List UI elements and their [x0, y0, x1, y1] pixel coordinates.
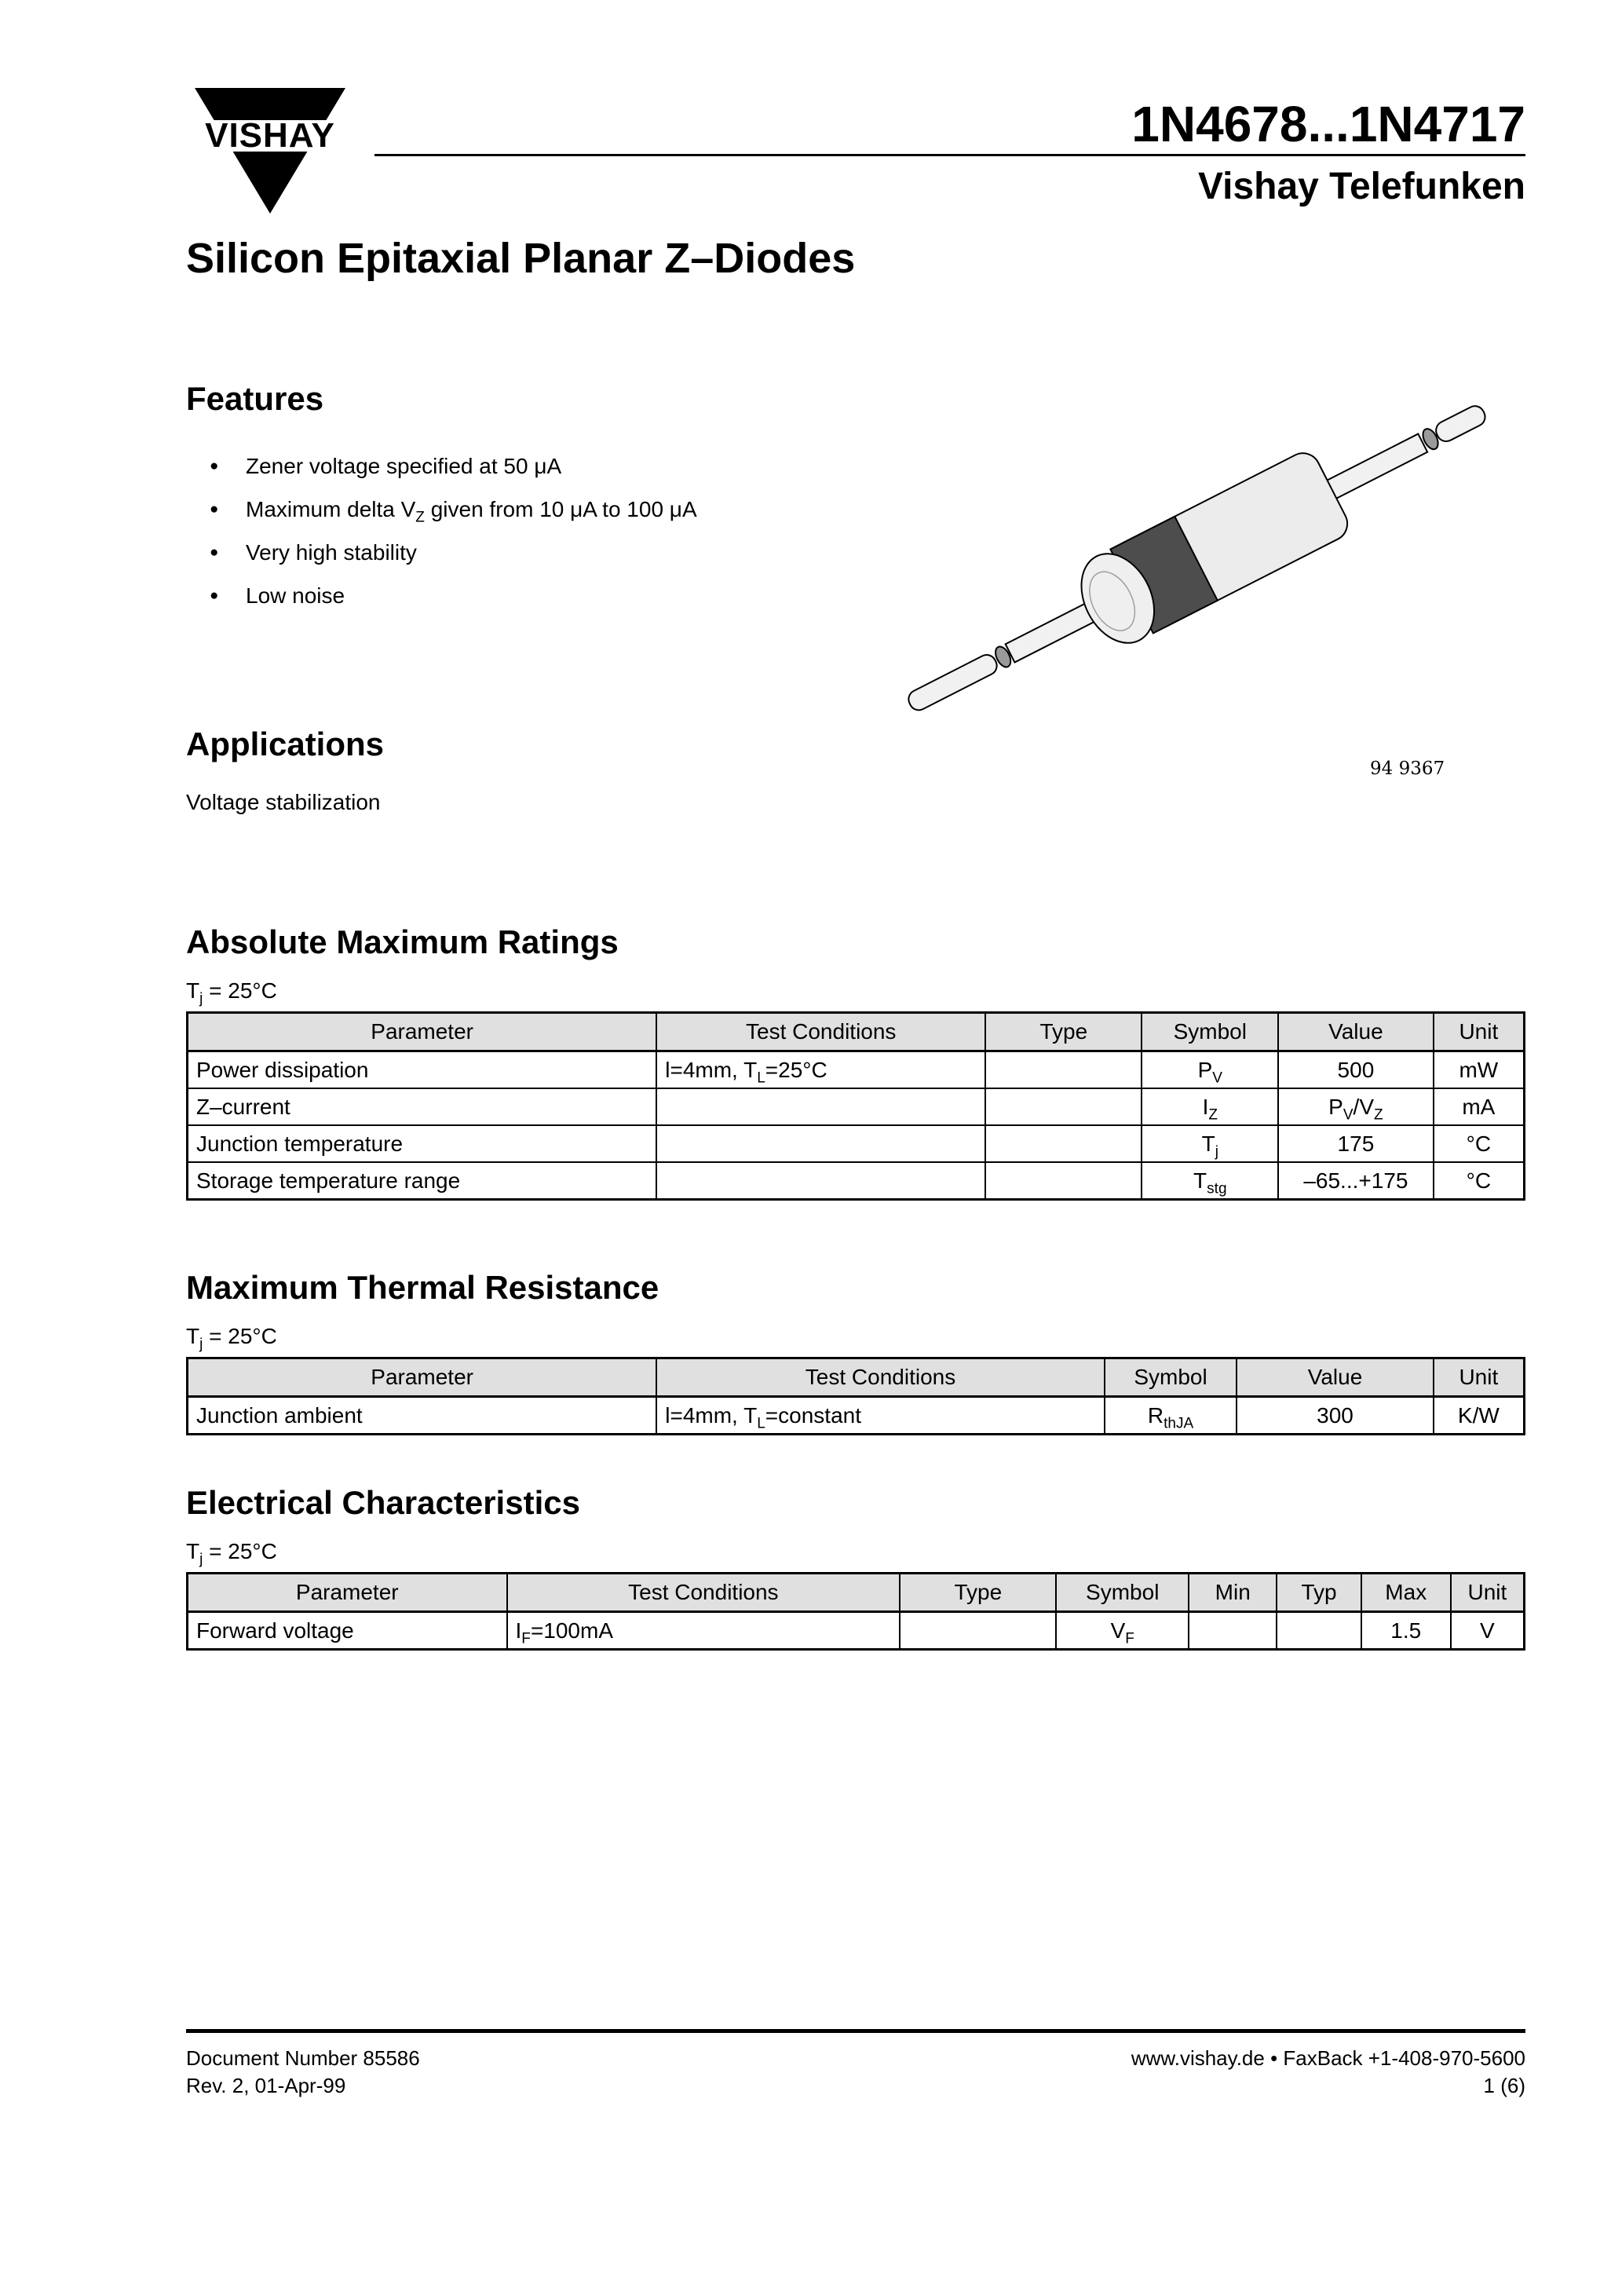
electrical-table — [186, 1572, 1525, 1651]
applications-heading: Applications — [186, 726, 385, 762]
footer-rule — [186, 2029, 1525, 2033]
column-header: Type — [900, 1574, 1056, 1612]
table-header-row — [188, 1574, 1525, 1612]
z-diode-illustration — [832, 367, 1554, 752]
column-header: Type — [985, 1013, 1142, 1051]
column-header: Symbol — [1056, 1574, 1189, 1612]
table-cell: K/W — [1434, 1397, 1525, 1435]
table-cell: Power dissipation — [188, 1051, 657, 1089]
table-cell — [985, 1088, 1142, 1125]
package-figure — [832, 367, 1562, 795]
electrical-condition: $T_j = 25^\circ C$ — [186, 1539, 277, 1568]
table-cell — [656, 1088, 985, 1125]
feature-text: Very high stability — [246, 539, 417, 565]
column-header: Parameter — [188, 1358, 657, 1397]
feature-text: Maximum delta $V_Z$ given from 10 μA to 100 μA — [246, 496, 697, 526]
table-cell: °C — [1434, 1125, 1525, 1162]
table-cell: $V_F$ — [1056, 1612, 1189, 1650]
abs-max-table — [186, 1011, 1525, 1201]
features-list — [210, 444, 697, 617]
table-row — [188, 1051, 1525, 1089]
table-cell: –65...+175 — [1278, 1162, 1434, 1200]
table-cell — [656, 1162, 985, 1200]
table-cell: $P_V$ — [1142, 1051, 1278, 1089]
table-cell: $P_V/V_Z$ — [1278, 1088, 1434, 1125]
column-header: Max — [1361, 1574, 1451, 1612]
column-header: Test Conditions — [656, 1358, 1105, 1397]
table-cell: 300 — [1237, 1397, 1433, 1435]
bullet-icon: ● — [210, 500, 219, 517]
table-cell: $T_j$ — [1142, 1125, 1278, 1162]
table-row — [188, 1397, 1525, 1435]
table-cell: Storage temperature range — [188, 1162, 657, 1200]
electrical-heading: Electrical Characteristics — [186, 1484, 580, 1521]
table-cell: Junction ambient — [188, 1397, 657, 1435]
thermal-condition: $T_j = 25^\circ C$ — [186, 1324, 277, 1353]
table-cell: V — [1451, 1612, 1525, 1650]
table-cell — [985, 1051, 1142, 1089]
table-header-row — [188, 1013, 1525, 1051]
column-header: Unit — [1434, 1013, 1525, 1051]
table-cell: 500 — [1278, 1051, 1434, 1089]
document-number: Document Number 85586 — [186, 2046, 420, 2070]
column-header: Value — [1237, 1358, 1433, 1397]
column-header: Parameter — [188, 1013, 657, 1051]
table-cell: mA — [1434, 1088, 1525, 1125]
table-cell: mW — [1434, 1051, 1525, 1089]
bullet-icon: ● — [210, 457, 219, 474]
table-cell — [985, 1162, 1142, 1200]
column-header: Symbol — [1142, 1013, 1278, 1051]
brand-name: Vishay Telefunken — [1197, 166, 1525, 207]
table-cell: l=4mm, $T_L=constant$ — [656, 1397, 1105, 1435]
table-cell: $R_{thJA}$ — [1105, 1397, 1237, 1435]
revision: Rev. 2, 01-Apr-99 — [186, 2074, 346, 2097]
table-cell: 1.5 — [1361, 1612, 1451, 1650]
thermal-table — [186, 1357, 1525, 1435]
abs-max-heading: Absolute Maximum Ratings — [186, 923, 619, 960]
column-header: Unit — [1434, 1358, 1525, 1397]
feature-item — [210, 531, 697, 574]
column-header: Value — [1278, 1013, 1434, 1051]
table-cell: Z–current — [188, 1088, 657, 1125]
features-heading: Features — [186, 380, 324, 417]
table-row — [188, 1162, 1525, 1200]
table-cell — [656, 1125, 985, 1162]
table-cell — [985, 1125, 1142, 1162]
table-cell — [1277, 1612, 1361, 1650]
table-cell: 175 — [1278, 1125, 1434, 1162]
table-cell: Forward voltage — [188, 1612, 507, 1650]
table-cell: °C — [1434, 1162, 1525, 1200]
table-header-row — [188, 1358, 1525, 1397]
bullet-icon: ● — [210, 543, 219, 561]
feature-item — [210, 444, 697, 488]
abs-max-condition: $T_j = 25^\circ C$ — [186, 978, 277, 1007]
table-cell: l=4mm, $T_L=25^\circ C$ — [656, 1051, 985, 1089]
table-cell — [1189, 1612, 1277, 1650]
vishay-logo — [195, 88, 345, 214]
table-cell: $I_Z$ — [1142, 1088, 1278, 1125]
page-number: 1 (6) — [1483, 2074, 1525, 2097]
table-row — [188, 1125, 1525, 1162]
vishay-logo-band — [188, 116, 352, 155]
table-row — [188, 1612, 1525, 1650]
column-header: Typ — [1277, 1574, 1361, 1612]
feature-item — [210, 488, 697, 531]
part-number: 1N4678...1N4717 — [1131, 96, 1525, 152]
footer-left — [186, 2045, 420, 2100]
header-rule — [374, 154, 1525, 156]
feature-item — [210, 574, 697, 617]
column-header: Min — [1189, 1574, 1277, 1612]
column-header: Parameter — [188, 1574, 507, 1612]
table-row — [188, 1088, 1525, 1125]
column-header: Symbol — [1105, 1358, 1237, 1397]
contact-info: www.vishay.de • FaxBack +1-408-970-5600 — [1131, 2046, 1525, 2070]
thermal-heading: Maximum Thermal Resistance — [186, 1269, 659, 1306]
feature-text: Low noise — [246, 583, 345, 608]
table-cell: $I_F=100mA$ — [507, 1612, 901, 1650]
figure-caption: 94 9367 — [1370, 759, 1445, 779]
column-header: Unit — [1451, 1574, 1525, 1612]
vishay-logo-text: VISHAY — [205, 116, 335, 155]
page-title: Silicon Epitaxial Planar Z–Diodes — [186, 235, 856, 282]
table-cell: $T_{stg}$ — [1142, 1162, 1278, 1200]
bullet-icon: ● — [210, 587, 219, 604]
column-header: Test Conditions — [656, 1013, 985, 1051]
footer-right — [1131, 2045, 1525, 2100]
table-cell: Junction temperature — [188, 1125, 657, 1162]
applications-text: Voltage stabilization — [186, 790, 381, 814]
feature-text: Zener voltage specified at 50 μA — [246, 453, 562, 478]
table-cell — [900, 1612, 1056, 1650]
column-header: Test Conditions — [507, 1574, 901, 1612]
